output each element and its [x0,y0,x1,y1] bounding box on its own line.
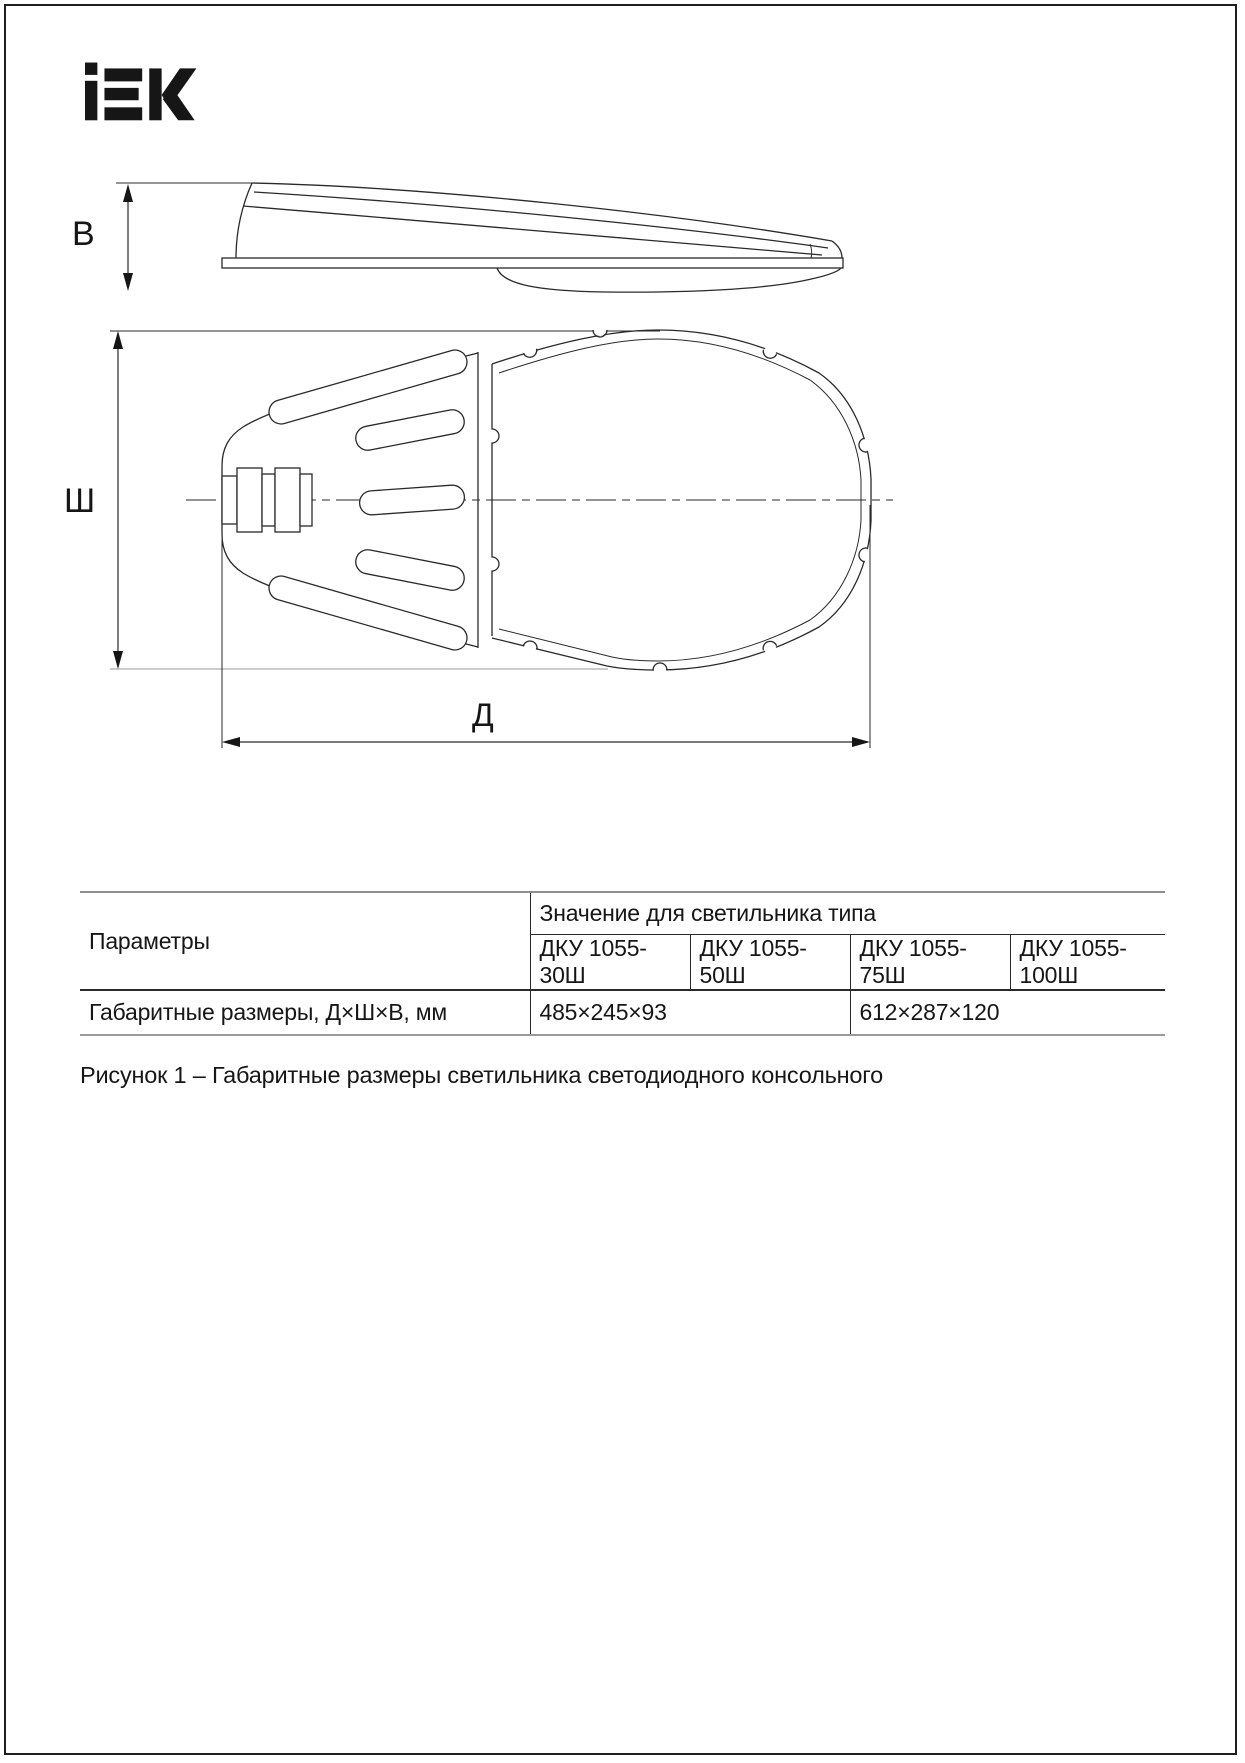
dimension-height [123,184,133,291]
dim-label-length: Д [472,697,494,733]
dimensions-table [80,891,1165,1036]
dimension-width [113,331,123,669]
iek-logo [85,60,197,124]
side-view-drawing [116,183,843,292]
dimensional-drawing [0,130,1245,770]
dim-label-height: В [72,215,95,253]
table-cell-value-large: 612×287×120 [850,990,1165,1035]
dimension-length [222,505,870,748]
dim-label-width: Ш [64,482,96,520]
top-view-drawing [110,324,893,748]
table-header-type-50: ДКУ 1055-50Ш [690,935,850,991]
table-header-parameters: Параметры [80,892,530,990]
table-row [80,990,1165,1035]
table-cell-parameter: Габаритные размеры, Д×Ш×В, мм [80,990,530,1035]
table-header-type-100: ДКУ 1055-100Ш [1010,935,1165,991]
table-header-type-30: ДКУ 1055-30Ш [530,935,690,991]
table-header-value: Значение для светильника типа [530,892,1165,935]
figure-caption: Рисунок 1 – Габаритные размеры светильника светодиодного консольного [80,1062,884,1088]
table-header-type-75: ДКУ 1055-75Ш [850,935,1010,991]
table-cell-value-small: 485×245×93 [530,990,850,1035]
